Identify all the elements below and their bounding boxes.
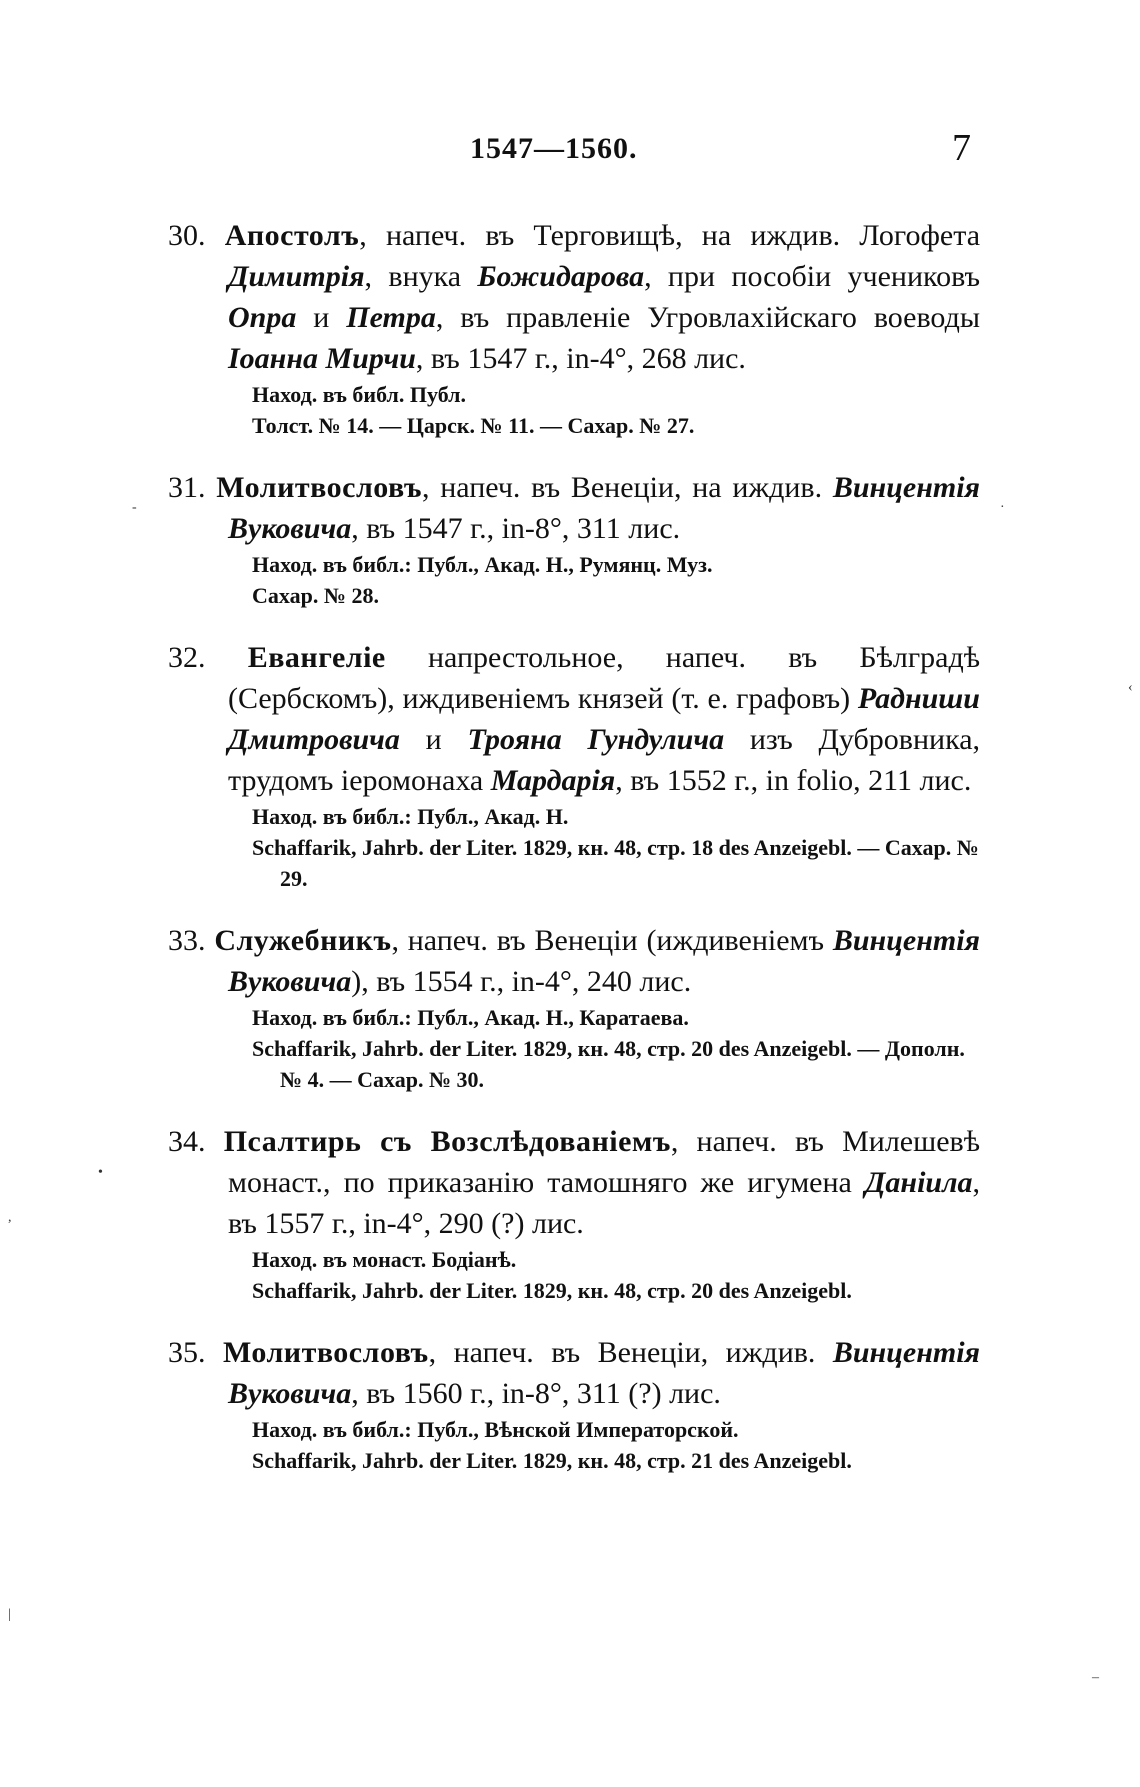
entry-name-italic: Винцентія Вуковича — [228, 471, 980, 545]
entry-text — [168, 467, 980, 549]
holdings-note: Наход. въ библ.: Публ., Вѣнской Императорской. — [252, 1417, 739, 1442]
entry-title: Псалтирь съ Возслѣдованіемъ — [223, 1125, 671, 1158]
bibliography-entry — [168, 215, 980, 441]
entry-description: , напеч. въ Венеціи, иждив. — [428, 1336, 833, 1369]
running-head: 1547—1560. — [470, 132, 638, 165]
holdings-note: Наход. въ монаст. Бодіанѣ. — [252, 1247, 517, 1272]
entry-name-italic: Винцентія Вуковича — [228, 924, 980, 998]
entry-text — [168, 1332, 980, 1414]
entry-description: ), въ 1554 г., in-4°, 240 лис. — [351, 965, 692, 998]
entry-number: 32. — [168, 641, 206, 674]
entry-list — [168, 215, 980, 1502]
holdings-note: Наход. въ библ. Публ. — [252, 382, 467, 407]
entry-description: , въ правленіе Угровлахійскаго воеводы — [435, 301, 980, 334]
entry-description: , при пособіи учениковъ — [644, 260, 981, 293]
book-page: 1547—1560. 7 30. Апостолъ, напеч. въ Терговищѣ, на иждив. Логофета Димитрія, внука Божидарова, при пособіи учениковъ Опра и Петра, въ правленіе Угровлахійскаго воеводы Іоанна Мирчи, въ 1547 г., in-4°, 268 лис. Наход. въ библ. Публ. Толст. № 14. — Царск. № 11. — Сахар. № 27. 31. Молитвословъ, напеч. въ Венеціи, на иждив. Винцентія Вуковича, въ 1547 г., in-8°, 311 лис. Наход. въ библ.: Публ., Акад. Н., Румянц. Муз. Сахар. № 28. 32. Евангеліе напрестольное, напеч. въ Бѣлградѣ (Сербскомъ), иждивеніемъ князей (т. е. графовъ) Радниши Дмитровича и Трояна Гундулича изъ Дубровника, трудомъ іеромонаха Мардарія, въ 1552 г., in folio, 211 лис. Наход. въ библ.: Публ., Акад. Н. Schaffarik, Jahrb. der Liter. 1829, кн. 48, стр. 18 des Anzeigebl. — Сахар. № 29. 33. Служебникъ, напеч. въ Венеціи (иждивеніемъ Винцентія Вуковича), въ 1554 г., in-4°, 240 лис. Наход. въ библ.: Публ., Акад. Н., Каратаева. Schaffarik, Jahrb. der Liter. 1829, кн. 48, стр. 20 des Anzeigebl. — Дополн. № 4. — Сахар. № 30. 34. Псалтирь съ Возслѣдованіемъ, напеч. въ Милешевѣ монаст., по приказанію тамошняго же игумена Даніила, въ 1557 г., in-4°, 290 (?) лис. Наход. въ монаст. Бодіанѣ. Schaffarik, Jahrb. der Liter. 1829, кн. 48, стр. 20 des Anzeigebl. 35. Молитвословъ, напеч. въ Венеціи, иждив. Винцентія Вуковича, въ 1560 г., in-8°, 311 (?) лис. Наход. въ библ.: Публ., Вѣнской Императорской. Schaffarik, Jahrb. der Liter. 1829, кн. 48, стр. 21 des Anzeigebl. - · ‹ • , | – — [0, 0, 1140, 1787]
entry-number: 34. — [168, 1125, 206, 1158]
entry-text — [168, 215, 980, 379]
entry-number: 30. — [168, 219, 206, 252]
reference-note: Сахар. № 28. — [252, 583, 379, 608]
entry-name-italic: Божидарова — [477, 260, 645, 293]
entry-name-italic: Даніила — [864, 1166, 973, 1199]
entry-title: Молитвословъ — [222, 1336, 429, 1369]
entry-name-italic: Мардарія — [490, 764, 616, 797]
bibliography-entry — [168, 637, 980, 894]
bibliography-entry — [168, 1332, 980, 1476]
entry-description: , напеч. въ Венеціи, на иждив. — [421, 471, 833, 504]
entry-number: 35. — [168, 1336, 206, 1369]
entry-name-italic: Димитрія — [228, 260, 365, 293]
holdings-note: Наход. въ библ.: Публ., Акад. Н., Румянц. Муз. — [252, 552, 713, 577]
bibliography-entry — [168, 920, 980, 1095]
entry-name-italic: Опра — [228, 301, 297, 334]
entry-description: и — [296, 301, 347, 334]
entry-text — [168, 920, 980, 1002]
entry-description: , напеч. въ Милешевѣ монаст., по приказанію тамошняго же игумена — [228, 1125, 980, 1199]
reference-note: Schaffarik, Jahrb. der Liter. 1829, кн. 48, стр. 18 des Anzeigebl. — Сахар. № 29. — [252, 835, 979, 891]
entry-text — [168, 1121, 980, 1244]
bibliography-entry — [168, 467, 980, 611]
entry-description: , напеч. въ Венеціи (иждивеніемъ — [391, 924, 833, 957]
entry-name-italic: Радниши Дмитровича — [228, 682, 980, 756]
entry-name-italic: Винцентія Вуковича — [228, 1336, 980, 1410]
entry-description: , въ 1560 г., in-8°, 311 (?) лис. — [351, 1377, 721, 1410]
entry-number: 33. — [168, 924, 206, 957]
entry-description: , въ 1547 г., in-8°, 311 лис. — [351, 512, 681, 545]
entry-description: напрестольное, напеч. въ Бѣлградѣ (Сербскомъ), иждивеніемъ князей (т. е. графовъ) — [228, 641, 981, 715]
reference-note: Schaffarik, Jahrb. der Liter. 1829, кн. 48, стр. 21 des Anzeigebl. — [252, 1448, 852, 1473]
entry-text — [168, 637, 980, 801]
entry-description: изъ Дубровника, трудомъ іеромонаха — [228, 723, 981, 797]
entry-name-italic: Іоанна Мирчи — [228, 342, 416, 375]
entry-name-italic: Петра — [346, 301, 436, 334]
holdings-note: Наход. въ библ.: Публ., Акад. Н., Каратаева. — [252, 1005, 689, 1030]
entry-description: и — [399, 723, 468, 756]
entry-title: Евангеліе — [247, 641, 386, 674]
entry-description: , въ 1547 г., in-4°, 268 лис. — [415, 342, 746, 375]
page-number: 7 — [952, 127, 971, 169]
page-header — [0, 127, 1140, 180]
reference-note: Schaffarik, Jahrb. der Liter. 1829, кн. 48, стр. 20 des Anzeigebl. — [252, 1278, 852, 1303]
entry-description: , внука — [364, 260, 478, 293]
entry-number: 31. — [168, 471, 206, 504]
reference-note: Schaffarik, Jahrb. der Liter. 1829, кн. 48, стр. 20 des Anzeigebl. — Дополн. № 4. — Сахар. № 30. — [252, 1036, 965, 1092]
entry-description: , въ 1552 г., in folio, 211 лис. — [615, 764, 972, 797]
entry-title: Апостолъ — [224, 219, 360, 252]
holdings-note: Наход. въ библ.: Публ., Акад. Н. — [252, 804, 569, 829]
entry-description: , въ 1557 г., in-4°, 290 (?) лис. — [228, 1166, 980, 1240]
entry-name-italic: Трояна Гундулича — [467, 723, 725, 756]
entry-title: Служебникъ — [214, 924, 392, 957]
reference-note: Толст. № 14. — Царск. № 11. — Сахар. № 27. — [252, 413, 695, 438]
entry-title: Молитвословъ — [216, 471, 422, 504]
bibliography-entry — [168, 1121, 980, 1306]
entry-description: , напеч. въ Терговищѣ, на иждив. Логофета — [359, 219, 981, 252]
